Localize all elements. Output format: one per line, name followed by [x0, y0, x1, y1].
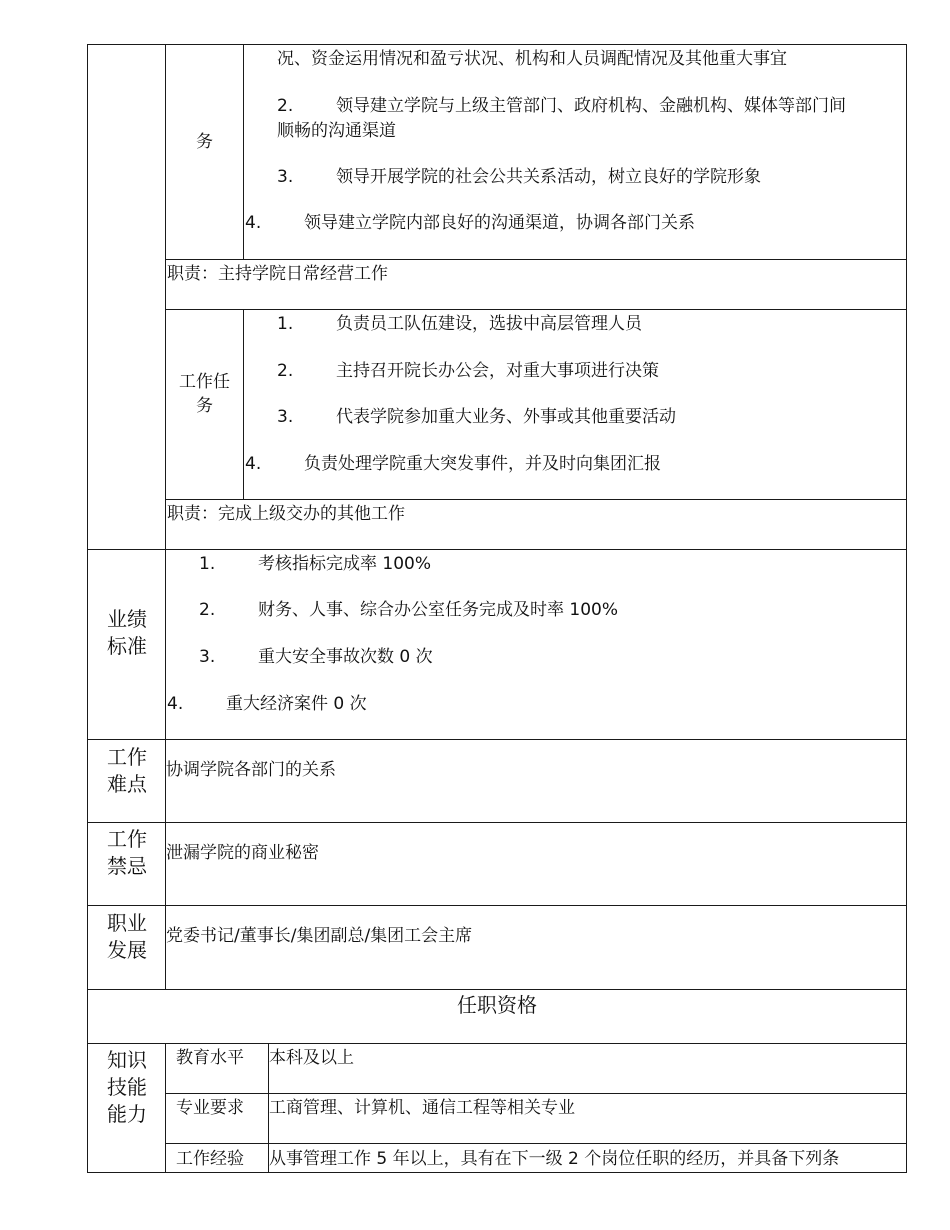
performance-label: 业绩标准 — [107, 607, 147, 658]
career-text: 党委书记/董事长/集团副总/集团工会主席 — [166, 926, 473, 946]
row-line — [165, 309, 907, 310]
border-bottom — [87, 1172, 907, 1173]
row-line — [87, 739, 907, 740]
task-label-cont: 务 — [196, 132, 213, 152]
border-right — [906, 44, 907, 1173]
difficulty-label: 工作难点 — [107, 745, 147, 796]
performance-item-number: 4. — [167, 694, 184, 714]
performance-item: 重大安全事故次数 0 次 — [258, 647, 433, 667]
task-label: 工作任务 — [179, 372, 230, 416]
row-line — [87, 905, 907, 906]
qualification-title: 任职资格 — [457, 993, 537, 1017]
performance-item: 考核指标完成率 100% — [258, 554, 432, 574]
taboo-text: 泄漏学院的商业秘密 — [166, 843, 319, 863]
row-line — [87, 822, 907, 823]
border-top — [87, 44, 907, 45]
task-item-number: 2. — [277, 96, 294, 116]
qual-row-value: 工商管理、计算机、通信工程等相关专业 — [269, 1098, 575, 1118]
row-line — [165, 1143, 907, 1144]
task-item: 负责处理学院重大突发事件，并及时向集团汇报 — [304, 454, 661, 474]
task-item: 主持召开院长办公会，对重大事项进行决策 — [336, 361, 659, 381]
row-line — [165, 499, 907, 500]
task-item-number: 4. — [245, 454, 262, 474]
task-item-number: 4. — [245, 213, 262, 233]
taboo-label: 工作禁忌 — [107, 827, 147, 878]
task-item: 领导开展学院的社会公共关系活动，树立良好的学院形象 — [336, 167, 761, 187]
task-item: 代表学院参加重大业务、外事或其他重要活动 — [336, 407, 676, 427]
task-item-number: 1. — [277, 314, 294, 334]
task-item-number: 3. — [277, 407, 294, 427]
performance-item-number: 2. — [199, 600, 216, 620]
performance-item-number: 1. — [199, 554, 216, 574]
qualification-label: 知识技能能力 — [107, 1048, 147, 1126]
task-item: 负责员工队伍建设，选拔中高层管理人员 — [336, 314, 642, 334]
task-item: 况、资金运用情况和盈亏状况、机构和人员调配情况及其他重大事宜 — [277, 49, 787, 69]
qual-row-value: 从事管理工作 5 年以上，具有在下一级 2 个岗位任职的经历，并具备下列条 — [269, 1149, 840, 1169]
row-line — [87, 549, 907, 550]
career-label: 职业发展 — [107, 911, 147, 962]
task-item-number: 3. — [277, 167, 294, 187]
performance-item: 财务、人事、综合办公室任务完成及时率 100% — [258, 600, 619, 620]
task-item-wrap: 顺畅的沟通渠道 — [277, 121, 396, 141]
row-line — [87, 989, 907, 990]
duty-heading: 职责：主持学院日常经营工作 — [167, 264, 388, 284]
difficulty-text: 协调学院各部门的关系 — [166, 760, 336, 780]
task-item: 领导建立学院内部良好的沟通渠道，协调各部门关系 — [304, 213, 695, 233]
row-line — [165, 1093, 907, 1094]
duty-heading: 职责：完成上级交办的其他工作 — [167, 504, 405, 524]
performance-item: 重大经济案件 0 次 — [226, 694, 367, 714]
qual-row-value: 本科及以上 — [269, 1048, 354, 1068]
task-item: 领导建立学院与上级主管部门、政府机构、金融机构、媒体等部门间 — [336, 96, 846, 116]
qual-row-name: 教育水平 — [176, 1048, 244, 1068]
qual-row-name: 工作经验 — [176, 1149, 244, 1169]
performance-item-number: 3. — [199, 647, 216, 667]
row-line — [87, 1043, 907, 1044]
row-line — [165, 259, 907, 260]
qual-row-name: 专业要求 — [176, 1098, 244, 1118]
col1-separator-lower — [165, 1043, 166, 1173]
task-item-number: 2. — [277, 361, 294, 381]
